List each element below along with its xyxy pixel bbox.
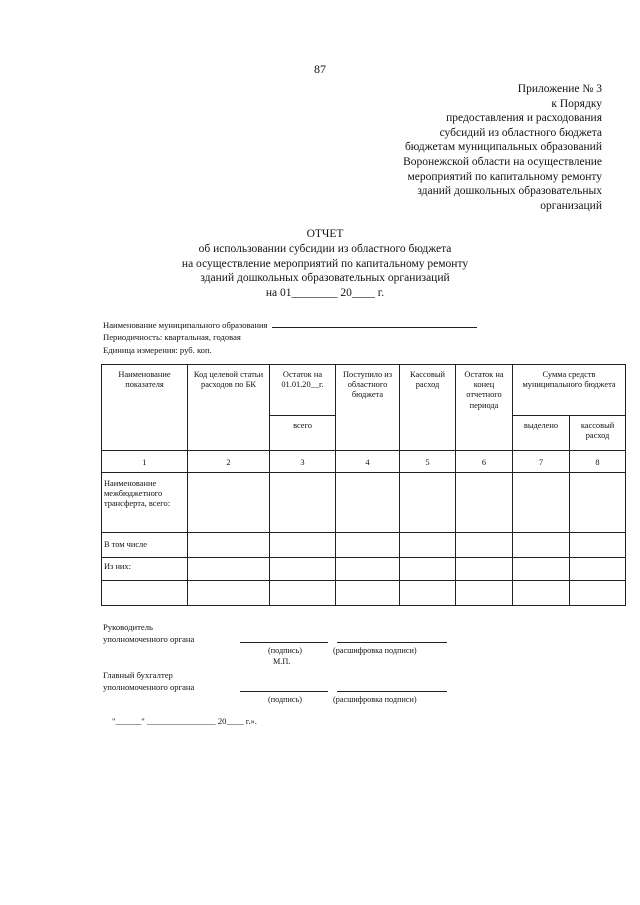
column-number: 2 xyxy=(188,451,270,473)
header-balance-start-total: всего xyxy=(270,416,336,451)
table-cell[interactable] xyxy=(456,473,513,533)
accountant-signature-caption: (подпись) xyxy=(268,695,302,704)
header-allocated: выделено xyxy=(513,416,570,451)
appendix-line: бюджетам муниципальных образований xyxy=(404,141,602,154)
accountant-signature-label xyxy=(103,670,194,693)
table-cell[interactable] xyxy=(570,533,626,558)
table-cell[interactable] xyxy=(400,581,456,606)
table-cell[interactable] xyxy=(336,558,400,581)
row-label: В том числе xyxy=(102,533,188,558)
header-received: Поступило из областного бюджета xyxy=(336,365,400,451)
table-cell[interactable] xyxy=(400,473,456,533)
municipality-input-line[interactable] xyxy=(272,318,477,328)
accountant-signature-line[interactable] xyxy=(240,691,328,692)
head-organ: уполномоченного органа xyxy=(103,633,195,644)
municipality-label: Наименование муниципального образования xyxy=(103,320,268,330)
accountant-decoding-line[interactable] xyxy=(337,691,447,692)
table-cell[interactable] xyxy=(270,533,336,558)
table-cell[interactable] xyxy=(270,581,336,606)
table-cell[interactable] xyxy=(570,473,626,533)
appendix-line: мероприятий по капитальному ремонту xyxy=(407,170,602,183)
head-signature-label xyxy=(103,622,194,645)
table-cell[interactable] xyxy=(270,473,336,533)
report-title-block xyxy=(160,227,490,301)
appendix-line: организаций xyxy=(540,199,602,212)
table-cell[interactable] xyxy=(400,558,456,581)
head-decoding-caption: (расшифровка подписи) xyxy=(333,646,417,655)
appendix-line: предоставления и расходования xyxy=(446,112,602,125)
accountant-decoding-caption: (расшифровка подписи) xyxy=(333,695,417,704)
header-balance-start: Остаток на 01.01.20__г. xyxy=(270,365,336,416)
head-signature-line[interactable] xyxy=(240,642,328,643)
table-cell[interactable] xyxy=(570,558,626,581)
report-table xyxy=(101,364,626,606)
unit-text: Единица измерения: руб. коп. xyxy=(103,344,212,355)
report-date-line: на 01________ 20____ г. xyxy=(265,287,385,300)
head-decoding-line[interactable] xyxy=(337,642,447,643)
header-code: Код целевой статьи расходов по БК xyxy=(188,365,270,451)
table-cell[interactable] xyxy=(400,533,456,558)
report-subtitle-line: зданий дошкольных образовательных организаций xyxy=(200,272,450,285)
column-number: 3 xyxy=(270,451,336,473)
table-cell[interactable] xyxy=(456,533,513,558)
table-cell[interactable] xyxy=(188,473,270,533)
table-cell[interactable] xyxy=(188,558,270,581)
table-cell[interactable] xyxy=(188,581,270,606)
column-number: 1 xyxy=(102,451,188,473)
accountant-title: Главный бухгалтер xyxy=(103,670,173,680)
report-fields xyxy=(103,318,477,356)
table-cell[interactable] xyxy=(188,533,270,558)
table-cell[interactable] xyxy=(456,581,513,606)
header-balance-end: Остаток на конец отчетного периода xyxy=(456,365,513,451)
column-number: 6 xyxy=(456,451,513,473)
column-number: 4 xyxy=(336,451,400,473)
table-cell[interactable] xyxy=(513,558,570,581)
appendix-line: к Порядку xyxy=(551,97,602,110)
table-cell[interactable] xyxy=(336,473,400,533)
row-label xyxy=(102,581,188,606)
table-row xyxy=(102,581,626,606)
report-subtitle-line: об использовании субсидии из областного бюджета xyxy=(198,242,452,255)
table-cell[interactable] xyxy=(513,473,570,533)
table-cell[interactable] xyxy=(336,533,400,558)
header-municipal-cash: кассовый расход xyxy=(570,416,626,451)
table-cell[interactable] xyxy=(513,581,570,606)
column-number: 8 xyxy=(570,451,626,473)
table-row xyxy=(102,558,626,581)
column-number: 7 xyxy=(513,451,570,473)
table-row xyxy=(102,533,626,558)
page-number: 87 xyxy=(314,62,326,76)
municipality-field xyxy=(103,318,477,331)
head-title: Руководитель xyxy=(103,622,153,632)
header-municipal-sum: Сумма средств муниципального бюджета xyxy=(513,365,626,416)
table-cell[interactable] xyxy=(513,533,570,558)
header-name: Наименование показателя xyxy=(102,365,188,451)
report-subtitle-line: на осуществление мероприятий по капитальному ремонту xyxy=(181,257,469,270)
table-cell[interactable] xyxy=(456,558,513,581)
column-number: 5 xyxy=(400,451,456,473)
row-label: Наименование межбюджетного трансферта, всего: xyxy=(102,473,188,533)
table-cell[interactable] xyxy=(336,581,400,606)
table-cell[interactable] xyxy=(270,558,336,581)
seal-placeholder: М.П. xyxy=(273,657,291,666)
row-label: Из них: xyxy=(102,558,188,581)
head-signature-caption: (подпись) xyxy=(268,646,302,655)
column-number-row xyxy=(102,451,626,473)
table-cell[interactable] xyxy=(570,581,626,606)
table-row xyxy=(102,473,626,533)
report-title: ОТЧЕТ xyxy=(306,228,344,240)
appendix-line: зданий дошкольных образовательных xyxy=(417,185,602,198)
appendix-line: Воронежской области на осуществление xyxy=(403,155,602,168)
periodicity-text: Периодичность: квартальная, годовая xyxy=(103,332,241,343)
date-line: "______" ________________ 20____ г.». xyxy=(112,716,257,726)
appendix-heading xyxy=(403,82,602,213)
appendix-line: Приложение № 3 xyxy=(517,83,602,95)
accountant-organ: уполномоченного органа xyxy=(103,681,195,692)
header-cash-expense: Кассовый расход xyxy=(400,365,456,451)
appendix-line: субсидий из областного бюджета xyxy=(439,126,602,139)
